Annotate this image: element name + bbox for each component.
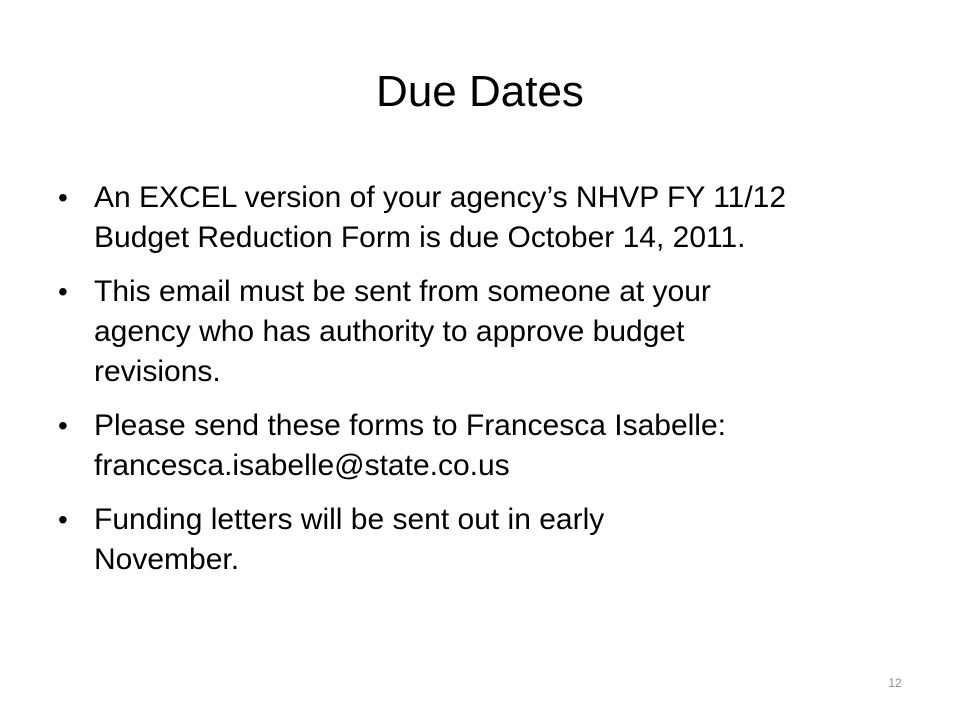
email-address-text: francesca.isabelle@state.co.us — [94, 449, 510, 482]
bullet-item — [58, 178, 908, 258]
slide-title: Due Dates — [376, 67, 584, 116]
bullet-dot-icon: • — [58, 504, 68, 535]
bullet-text-line: Please send these forms to Francesca Isabelle: — [94, 409, 726, 442]
page-number: 12 — [888, 676, 902, 690]
bullet-item — [58, 406, 908, 486]
bullet-text-line: An EXCEL version of your agency’s NHVP FY 11/12 — [94, 181, 787, 214]
bullet-text-line: November. — [94, 543, 240, 576]
bullet-list — [58, 178, 908, 594]
bullet-text-line: Funding letters will be sent out in early — [94, 503, 605, 536]
bullet-text-line: revisions. — [94, 355, 221, 388]
bullet-dot-icon: • — [58, 182, 68, 213]
bullet-text-line: This email must be sent from someone at your — [94, 275, 711, 308]
bullet-item — [58, 500, 908, 580]
bullet-text-line: agency who has authority to approve budget — [94, 315, 685, 348]
bullet-text-line: Budget Reduction Form is due October 14, 2011. — [94, 221, 746, 254]
bullet-dot-icon: • — [58, 410, 68, 441]
bullet-dot-icon: • — [58, 276, 68, 307]
bullet-item — [58, 272, 908, 392]
